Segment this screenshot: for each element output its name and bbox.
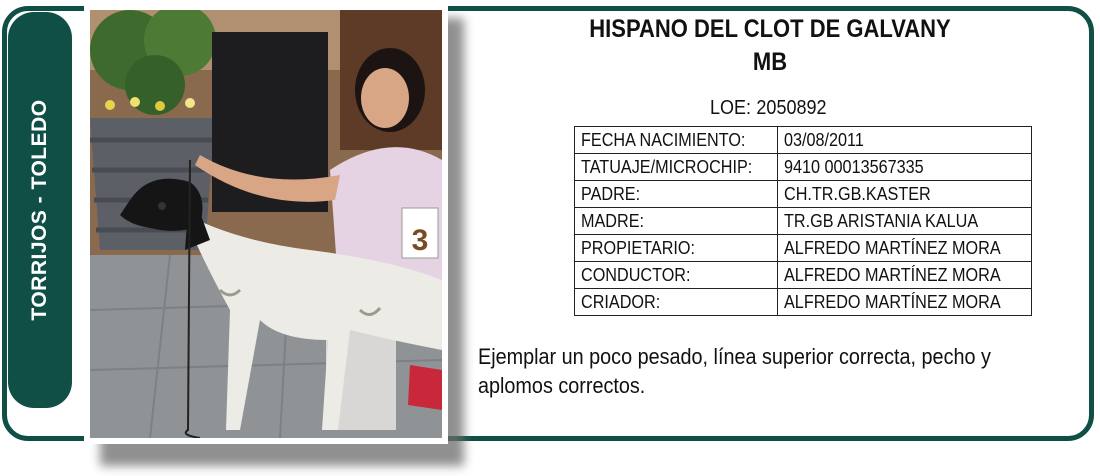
dog-name: HISPANO DEL CLOT DE GALVANY [589,15,951,43]
details-label-cell [575,154,778,181]
details-value-cell [778,235,1032,262]
details-label: PROPIETARIO: [581,238,696,258]
details-label: CONDUCTOR: [581,265,691,285]
details-value-cell [778,181,1032,208]
details-row [575,127,1032,154]
dog-grade: MB [752,48,788,76]
details-label-cell [575,262,778,289]
details-value-cell [778,154,1032,181]
details-value-cell [778,289,1032,316]
details-label-cell [575,235,778,262]
details-label: FECHA NACIMIENTO: [581,130,746,150]
details-value: TR.GB ARISTANIA KALUA [784,211,979,231]
details-value-cell [778,127,1032,154]
details-row [575,235,1032,262]
details-value-cell [778,208,1032,235]
details-value: ALFREDO MARTÍNEZ MORA [784,238,1001,258]
details-label-cell [575,181,778,208]
dog-with-handler-photo [90,10,442,438]
details-value: ALFREDO MARTÍNEZ MORA [784,292,1001,312]
details-label: PADRE: [581,184,641,204]
details-label-cell [575,208,778,235]
details-row [575,181,1032,208]
details-label: TATUAJE/MICROCHIP: [581,157,753,177]
loe-line [710,97,832,120]
details-label-cell [575,127,778,154]
location-label: TORRIJOS - TOLEDO [28,99,51,321]
details-value-cell [778,262,1032,289]
details-value: 9410 00013567335 [784,157,924,177]
details-label-cell [575,289,778,316]
judge-comment: Ejemplar un poco pesado, línea superior correcta, pecho y aplomos correctos. [478,344,991,398]
bib-number: 3 [411,224,429,257]
details-row [575,289,1032,316]
details-label: CRIADOR: [581,292,661,312]
details-row [575,262,1032,289]
details-value: CH.TR.GB.KASTER [784,184,932,204]
details-row [575,208,1032,235]
loe-value: 2050892 [756,97,827,119]
details-value: ALFREDO MARTÍNEZ MORA [784,265,1001,285]
details-label: MADRE: [581,211,645,231]
dog-details-table [574,126,1032,316]
loe-label: LOE: [710,97,752,119]
details-row [575,154,1032,181]
dog-photo [84,4,448,444]
details-value: 03/08/2011 [784,130,865,150]
